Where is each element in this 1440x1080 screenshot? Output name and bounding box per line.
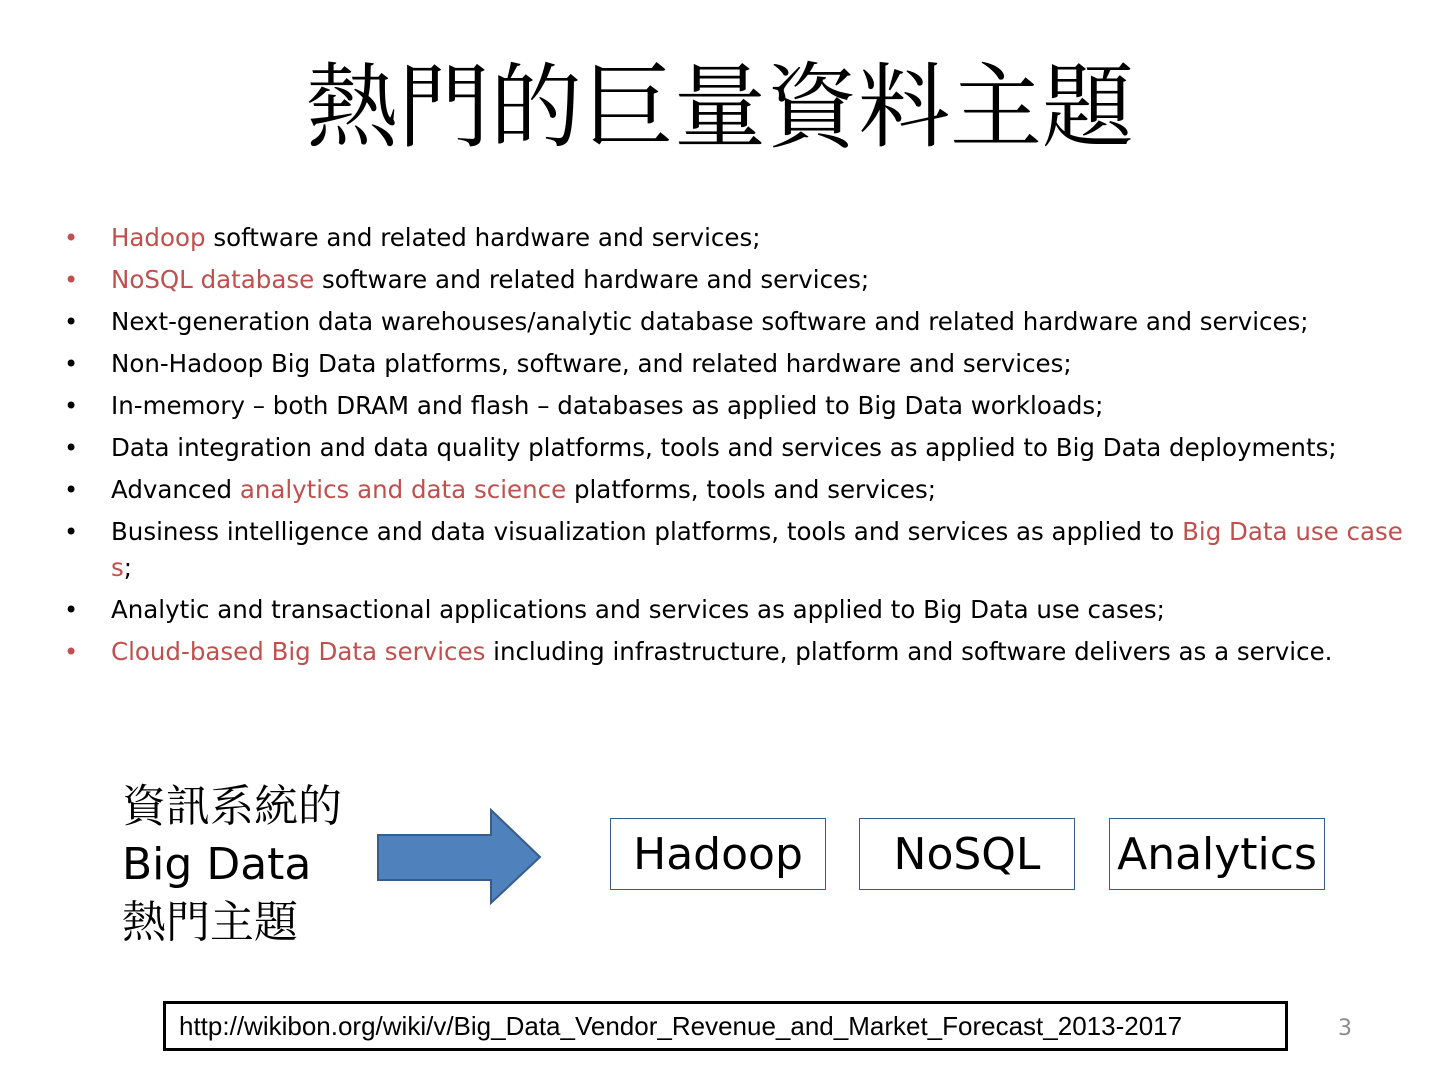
bullet-item (64, 388, 1404, 424)
bullet-marker: • (64, 308, 79, 336)
bullet-marker: • (64, 266, 79, 294)
right-arrow-icon (376, 808, 546, 906)
bullet-marker: • (64, 350, 79, 378)
source-url-box (163, 1001, 1288, 1051)
bullet-text: Data integration and data quality platforms, tools and services as applied to Big Data deployments; (111, 433, 1337, 462)
bullet-highlight[interactable]: analytics and data science (239, 475, 567, 504)
slide-title: 熱門的巨量資料主題 (305, 54, 1134, 161)
bullet-text: ; (123, 553, 133, 582)
bullet-text: Non-Hadoop Big Data platforms, software, and related hardware and services; (111, 349, 1072, 378)
bullet-list (64, 220, 1404, 676)
source-url[interactable]: http://wikibon.org/wiki/v/Big_Data_Vendor_Revenue_and_Market_Forecast_2013-2017 (179, 1010, 1183, 1041)
bullet-marker: • (64, 224, 79, 252)
bullet-item (64, 430, 1404, 466)
bullet-marker: • (64, 476, 79, 504)
bullet-marker: • (64, 638, 79, 666)
bullet-marker: • (64, 596, 79, 624)
bullet-item (64, 472, 1404, 508)
bullet-highlight[interactable]: Cloud-based Big Data services (111, 637, 486, 666)
bullet-item (64, 262, 1404, 298)
bullet-text: Business intelligence and data visualization platforms, tools and services as applied to (111, 517, 1183, 546)
bullet-text: In-memory – both DRAM and flash – databases as applied to Big Data workloads; (111, 391, 1104, 420)
topic-box-nosql: NoSQL (859, 818, 1075, 890)
bullet-item (64, 304, 1404, 340)
bullet-marker: • (64, 518, 79, 546)
bullet-highlight[interactable]: Big Data use cases (111, 517, 1403, 582)
bullet-text: including infrastructure, platform and software delivers as a service. (485, 637, 1333, 666)
bullet-item (64, 592, 1404, 628)
page-number: 3 (1338, 1016, 1352, 1041)
bullet-text: Analytic and transactional applications and services as applied to Big Data use cases; (111, 595, 1165, 624)
topic-box-analytics: Analytics (1109, 818, 1325, 890)
bullet-item (64, 220, 1404, 256)
bullet-highlight[interactable]: Hadoop (111, 223, 206, 252)
side-caption: 資訊系統的 Big Data 熱門主題 (122, 781, 342, 948)
bullet-item (64, 634, 1404, 670)
bullet-item (64, 514, 1404, 586)
bullet-text: software and related hardware and services; (314, 265, 870, 294)
bullet-text: platforms, tools and services; (566, 475, 936, 504)
bullet-text: software and related hardware and services; (205, 223, 761, 252)
bullet-highlight[interactable]: NoSQL database (111, 265, 315, 294)
bullet-marker: • (64, 434, 79, 462)
bullet-marker: • (64, 392, 79, 420)
bullet-text: Next-generation data warehouses/analytic database software and related hardware and services; (111, 307, 1309, 336)
bullet-item (64, 346, 1404, 382)
bullet-text: Advanced (111, 475, 240, 504)
topic-box-hadoop: Hadoop (610, 818, 826, 890)
